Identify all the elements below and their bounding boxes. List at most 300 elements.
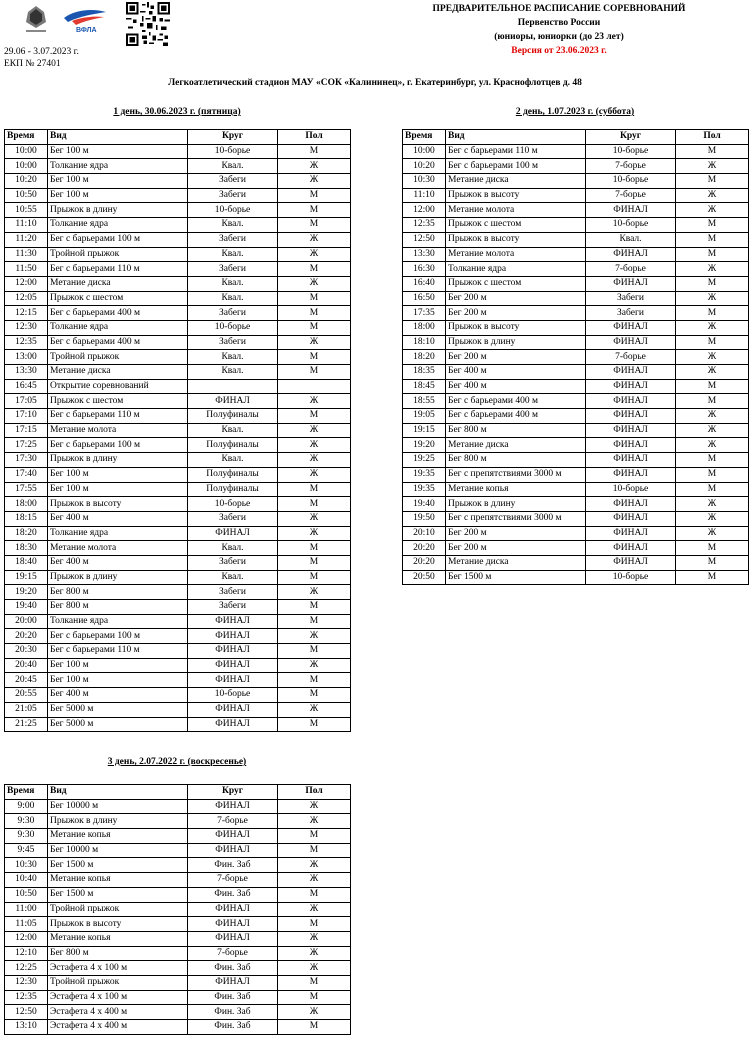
round-cell: ФИНАЛ	[188, 829, 278, 844]
sex-cell: Ж	[676, 423, 749, 438]
sex-cell: М	[278, 306, 351, 321]
sex-cell: Ж	[278, 799, 351, 814]
round-cell: 10-борье	[188, 144, 278, 159]
table-row	[5, 188, 351, 203]
sex-cell: Ж	[676, 159, 749, 174]
table-row	[5, 320, 351, 335]
day2-schedule-table	[402, 129, 749, 585]
table-row	[5, 306, 351, 321]
sex-cell: Ж	[676, 511, 749, 526]
event-cell: Бег с препятствиями 3000 м	[446, 511, 586, 526]
sex-cell: М	[278, 975, 351, 990]
time-cell: 17:15	[5, 423, 48, 438]
table-row	[403, 188, 749, 203]
time-cell: 17:55	[5, 482, 48, 497]
table-row	[5, 541, 351, 556]
round-cell: 10-борье	[188, 688, 278, 703]
round-cell: ФИНАЛ	[188, 902, 278, 917]
table-row	[403, 467, 749, 482]
event-cell: Бег с барьерами 110 м	[48, 262, 188, 277]
table-row	[403, 438, 749, 453]
round-cell: ФИНАЛ	[188, 614, 278, 629]
time-cell: 20:40	[5, 658, 48, 673]
round-cell: Квал.	[188, 350, 278, 365]
event-cell: Бег 100 м	[48, 188, 188, 203]
event-cell: Прыжок в длину	[48, 203, 188, 218]
day1-title: 1 день, 30.06.2023 г. (пятница)	[113, 107, 241, 117]
table-row	[5, 555, 351, 570]
table-row	[5, 365, 351, 380]
sex-cell: М	[278, 644, 351, 659]
time-cell: 12:30	[5, 320, 48, 335]
round-cell: Забеги	[188, 555, 278, 570]
event-cell: Бег 5000 м	[48, 702, 188, 717]
round-cell: Забеги	[188, 585, 278, 600]
round-cell: ФИНАЛ	[586, 203, 676, 218]
time-cell: 18:35	[403, 365, 446, 380]
time-cell: 10:00	[5, 159, 48, 174]
ministry-emblem-icon	[22, 4, 50, 34]
round-cell: 7-борье	[586, 188, 676, 203]
round-cell: Квал.	[188, 570, 278, 585]
table-row	[403, 320, 749, 335]
round-cell: ФИНАЛ	[188, 717, 278, 732]
round-cell: ФИНАЛ	[188, 799, 278, 814]
table-row	[5, 975, 351, 990]
time-cell: 20:20	[403, 555, 446, 570]
col-header-round: Круг	[188, 785, 278, 800]
table-row	[5, 946, 351, 961]
sex-cell: М	[278, 365, 351, 380]
sex-cell: М	[278, 1020, 351, 1035]
event-cell: Бег 800 м	[48, 600, 188, 615]
time-cell: 17:35	[403, 306, 446, 321]
sex-cell: М	[278, 482, 351, 497]
round-cell: Забеги	[586, 306, 676, 321]
table-row	[5, 814, 351, 829]
event-cell: Прыжок в длину	[446, 497, 586, 512]
time-cell: 17:30	[5, 453, 48, 468]
sex-cell: М	[278, 688, 351, 703]
day2-title: 2 день, 1.07.2023 г. (суббота)	[515, 107, 635, 117]
sex-cell: М	[278, 829, 351, 844]
document-header	[380, 2, 738, 58]
event-cell: Тройной прыжок	[48, 247, 188, 262]
event-cell: Бег с барьерами 100 м	[48, 232, 188, 247]
table-row	[5, 917, 351, 932]
table-row	[403, 218, 749, 233]
event-cell: Бег 200 м	[446, 291, 586, 306]
event-cell: Толкание ядра	[48, 526, 188, 541]
sex-cell: М	[676, 541, 749, 556]
event-cell: Бег 800 м	[48, 946, 188, 961]
round-cell: ФИНАЛ	[188, 975, 278, 990]
sex-cell: М	[278, 541, 351, 556]
sex-cell: Ж	[676, 188, 749, 203]
round-cell: 10-борье	[188, 320, 278, 335]
sex-cell: М	[676, 276, 749, 291]
header-row	[5, 785, 351, 800]
time-cell: 12:35	[5, 990, 48, 1005]
time-cell: 17:05	[5, 394, 48, 409]
event-cell: Эстафета 4 х 100 м	[48, 961, 188, 976]
event-cell: Бег с барьерами 400 м	[48, 335, 188, 350]
sex-cell: Ж	[278, 961, 351, 976]
col-header-time: Время	[5, 130, 48, 145]
sex-cell: Ж	[676, 526, 749, 541]
event-cell: Прыжок в высоту	[48, 917, 188, 932]
col-header-sex: Пол	[278, 785, 351, 800]
col-header-sex: Пол	[278, 130, 351, 145]
table-row	[5, 644, 351, 659]
sex-cell: Ж	[278, 658, 351, 673]
table-row	[403, 174, 749, 189]
time-cell: 10:40	[5, 873, 48, 888]
table-row	[5, 262, 351, 277]
table-row	[5, 218, 351, 233]
sex-cell: М	[676, 306, 749, 321]
table-row	[5, 174, 351, 189]
round-cell: ФИНАЛ	[188, 843, 278, 858]
table-row	[403, 144, 749, 159]
event-cell: Прыжок в высоту	[446, 232, 586, 247]
round-cell	[188, 379, 278, 394]
sex-cell: М	[278, 203, 351, 218]
col-header-event: Вид	[48, 130, 188, 145]
round-cell: 10-борье	[586, 174, 676, 189]
round-cell: 7-борье	[188, 946, 278, 961]
sex-cell: М	[676, 394, 749, 409]
time-cell: 12:00	[5, 931, 48, 946]
event-cell: Бег 800 м	[446, 423, 586, 438]
sex-cell: Ж	[676, 350, 749, 365]
event-cell: Метание диска	[48, 276, 188, 291]
document-category: (юниоры, юниорки (до 23 лет)	[494, 32, 624, 42]
round-cell: ФИНАЛ	[188, 702, 278, 717]
table-row	[5, 902, 351, 917]
sex-cell: Ж	[676, 320, 749, 335]
table-row	[403, 350, 749, 365]
table-row	[5, 497, 351, 512]
round-cell: 7-борье	[586, 262, 676, 277]
table-row	[403, 247, 749, 262]
sex-cell: Ж	[278, 232, 351, 247]
time-cell: 18:20	[5, 526, 48, 541]
round-cell: Забеги	[188, 511, 278, 526]
round-cell: Фин. Заб	[188, 1005, 278, 1020]
round-cell: Квал.	[188, 159, 278, 174]
table-row	[5, 423, 351, 438]
time-cell: 12:05	[5, 291, 48, 306]
sex-cell: М	[676, 570, 749, 585]
time-cell: 10:00	[5, 144, 48, 159]
event-cell: Бег с барьерами 100 м	[48, 629, 188, 644]
time-cell: 17:10	[5, 409, 48, 424]
time-cell: 19:40	[5, 600, 48, 615]
event-cell: Толкание ядра	[48, 614, 188, 629]
table-row	[5, 159, 351, 174]
table-row	[5, 232, 351, 247]
round-cell: ФИНАЛ	[586, 409, 676, 424]
event-cell: Открытие соревнований	[48, 379, 188, 394]
round-cell: ФИНАЛ	[188, 658, 278, 673]
table-row	[5, 931, 351, 946]
table-row	[403, 570, 749, 585]
sex-cell: М	[278, 555, 351, 570]
time-cell: 12:35	[5, 335, 48, 350]
event-cell: Тройной прыжок	[48, 975, 188, 990]
event-cell: Метание копья	[48, 873, 188, 888]
sex-cell: М	[278, 614, 351, 629]
table-row	[5, 990, 351, 1005]
round-cell: 7-борье	[586, 159, 676, 174]
event-cell: Бег 400 м	[446, 379, 586, 394]
event-dates-block	[4, 46, 79, 70]
event-cell: Толкание ядра	[48, 159, 188, 174]
round-cell: ФИНАЛ	[586, 365, 676, 380]
sex-cell: М	[676, 467, 749, 482]
day3-schedule-table	[4, 784, 351, 1035]
event-cell: Бег 100 м	[48, 673, 188, 688]
table-row	[5, 658, 351, 673]
sex-cell: М	[676, 379, 749, 394]
event-cell: Толкание ядра	[446, 262, 586, 277]
event-cell: Бег с барьерами 400 м	[446, 409, 586, 424]
time-cell: 16:45	[5, 379, 48, 394]
event-cell: Бег с барьерами 110 м	[48, 409, 188, 424]
time-cell: 18:10	[403, 335, 446, 350]
sex-cell: Ж	[278, 511, 351, 526]
sex-cell: М	[278, 497, 351, 512]
event-cell: Бег 800 м	[446, 453, 586, 468]
event-cell: Эстафета 4 х 400 м	[48, 1005, 188, 1020]
round-cell: Квал.	[188, 276, 278, 291]
sex-cell: Ж	[278, 438, 351, 453]
table-row	[5, 467, 351, 482]
sex-cell: Ж	[278, 931, 351, 946]
round-cell: Квал.	[586, 232, 676, 247]
time-cell: 18:15	[5, 511, 48, 526]
round-cell: Фин. Заб	[188, 990, 278, 1005]
sex-cell: М	[278, 990, 351, 1005]
round-cell: 7-борье	[188, 873, 278, 888]
sex-cell: М	[278, 843, 351, 858]
table-row	[403, 262, 749, 277]
event-cell: Прыжок с шестом	[48, 394, 188, 409]
sex-cell: Ж	[278, 873, 351, 888]
round-cell: ФИНАЛ	[586, 467, 676, 482]
sex-cell	[278, 379, 351, 394]
event-cell: Прыжок с шестом	[446, 276, 586, 291]
event-cell: Бег 100 м	[48, 144, 188, 159]
sex-cell: М	[676, 174, 749, 189]
table-row	[5, 858, 351, 873]
time-cell: 12:50	[5, 1005, 48, 1020]
time-cell: 9:30	[5, 829, 48, 844]
round-cell: Полуфиналы	[188, 482, 278, 497]
col-header-sex: Пол	[676, 130, 749, 145]
round-cell: ФИНАЛ	[188, 931, 278, 946]
event-cell: Толкание ядра	[48, 320, 188, 335]
time-cell: 10:50	[5, 188, 48, 203]
event-cell: Метание молота	[48, 423, 188, 438]
time-cell: 11:00	[5, 902, 48, 917]
round-cell: ФИНАЛ	[586, 555, 676, 570]
event-cell: Прыжок в длину	[446, 335, 586, 350]
time-cell: 18:55	[403, 394, 446, 409]
sex-cell: М	[278, 409, 351, 424]
time-cell: 11:10	[403, 188, 446, 203]
table-row	[5, 409, 351, 424]
round-cell: ФИНАЛ	[188, 629, 278, 644]
sex-cell: М	[676, 144, 749, 159]
event-cell: Бег 200 м	[446, 350, 586, 365]
round-cell: ФИНАЛ	[188, 917, 278, 932]
event-cell: Метание диска	[446, 438, 586, 453]
time-cell: 18:00	[5, 497, 48, 512]
time-cell: 13:30	[403, 247, 446, 262]
round-cell: Забеги	[188, 188, 278, 203]
round-cell: ФИНАЛ	[586, 379, 676, 394]
round-cell: Квал.	[188, 365, 278, 380]
table-row	[403, 482, 749, 497]
table-row	[5, 799, 351, 814]
sex-cell: Ж	[278, 394, 351, 409]
time-cell: 11:50	[5, 262, 48, 277]
round-cell: Фин. Заб	[188, 887, 278, 902]
table-row	[5, 291, 351, 306]
sex-cell: Ж	[676, 365, 749, 380]
sex-cell: Ж	[278, 585, 351, 600]
time-cell: 21:25	[5, 717, 48, 732]
table-row	[5, 276, 351, 291]
round-cell: Забеги	[188, 262, 278, 277]
sex-cell: Ж	[278, 159, 351, 174]
time-cell: 18:45	[403, 379, 446, 394]
event-cell: Бег 400 м	[48, 511, 188, 526]
time-cell: 19:05	[403, 409, 446, 424]
round-cell: Фин. Заб	[188, 961, 278, 976]
time-cell: 20:00	[5, 614, 48, 629]
event-cell: Эстафета 4 х 100 м	[48, 990, 188, 1005]
round-cell: Квал.	[188, 218, 278, 233]
round-cell: 7-борье	[188, 814, 278, 829]
round-cell: Забеги	[188, 600, 278, 615]
time-cell: 11:10	[5, 218, 48, 233]
sex-cell: Ж	[278, 946, 351, 961]
table-row	[5, 600, 351, 615]
round-cell: Забеги	[188, 306, 278, 321]
table-row	[5, 570, 351, 585]
event-cell: Бег с барьерами 110 м	[48, 644, 188, 659]
time-cell: 9:00	[5, 799, 48, 814]
table-row	[5, 961, 351, 976]
round-cell: ФИНАЛ	[586, 453, 676, 468]
table-row	[403, 526, 749, 541]
round-cell: Полуфиналы	[188, 438, 278, 453]
sex-cell: Ж	[278, 702, 351, 717]
round-cell: ФИНАЛ	[586, 497, 676, 512]
event-cell: Метание копья	[48, 829, 188, 844]
table-row	[403, 555, 749, 570]
time-cell: 10:20	[403, 159, 446, 174]
round-cell: 7-борье	[586, 350, 676, 365]
table-row	[5, 247, 351, 262]
table-row	[5, 511, 351, 526]
table-row	[403, 497, 749, 512]
sex-cell: Ж	[278, 335, 351, 350]
event-cell: Бег 1500 м	[446, 570, 586, 585]
event-cell: Метание диска	[446, 555, 586, 570]
time-cell: 10:50	[5, 887, 48, 902]
event-cell: Бег 200 м	[446, 541, 586, 556]
time-cell: 10:30	[403, 174, 446, 189]
table-row	[403, 541, 749, 556]
event-dates: 29.06 - 3.07.2023 г.	[4, 47, 79, 57]
time-cell: 12:50	[403, 232, 446, 247]
sex-cell: Ж	[278, 902, 351, 917]
time-cell: 12:10	[5, 946, 48, 961]
header-row	[403, 130, 749, 145]
round-cell: Полуфиналы	[188, 467, 278, 482]
table-row	[403, 394, 749, 409]
event-cell: Бег с барьерами 100 м	[446, 159, 586, 174]
sex-cell: М	[278, 188, 351, 203]
time-cell: 11:20	[5, 232, 48, 247]
sex-cell: Ж	[676, 409, 749, 424]
table-row	[5, 873, 351, 888]
round-cell: Квал.	[188, 541, 278, 556]
round-cell: 10-борье	[188, 497, 278, 512]
time-cell: 17:25	[5, 438, 48, 453]
time-cell: 18:00	[403, 320, 446, 335]
event-cell: Прыжок с шестом	[48, 291, 188, 306]
event-cell: Прыжок в высоту	[48, 497, 188, 512]
table-row	[5, 438, 351, 453]
table-row	[403, 291, 749, 306]
time-cell: 19:50	[403, 511, 446, 526]
event-cell: Эстафета 4 х 400 м	[48, 1020, 188, 1035]
table-row	[403, 453, 749, 468]
header-row	[5, 130, 351, 145]
sex-cell: Ж	[676, 262, 749, 277]
sex-cell: Ж	[278, 858, 351, 873]
event-cell: Метание копья	[48, 931, 188, 946]
round-cell: ФИНАЛ	[586, 320, 676, 335]
round-cell: Забеги	[188, 174, 278, 189]
table-row	[403, 203, 749, 218]
table-row	[5, 379, 351, 394]
time-cell: 12:15	[5, 306, 48, 321]
time-cell: 20:50	[403, 570, 446, 585]
sex-cell: Ж	[278, 276, 351, 291]
round-cell: ФИНАЛ	[586, 423, 676, 438]
sex-cell: М	[676, 335, 749, 350]
sex-cell: М	[278, 350, 351, 365]
table-row	[5, 673, 351, 688]
round-cell: 10-борье	[586, 144, 676, 159]
sex-cell: Ж	[278, 174, 351, 189]
sex-cell: М	[676, 232, 749, 247]
col-header-event: Вид	[48, 785, 188, 800]
event-cell: Прыжок с шестом	[446, 218, 586, 233]
time-cell: 20:30	[5, 644, 48, 659]
time-cell: 21:05	[5, 702, 48, 717]
document-title: ПРЕДВАРИТЕЛЬНОЕ РАСПИСАНИЕ СОРЕВНОВАНИЙ	[432, 4, 686, 14]
col-header-round: Круг	[188, 130, 278, 145]
event-cell: Бег 200 м	[446, 306, 586, 321]
time-cell: 12:25	[5, 961, 48, 976]
